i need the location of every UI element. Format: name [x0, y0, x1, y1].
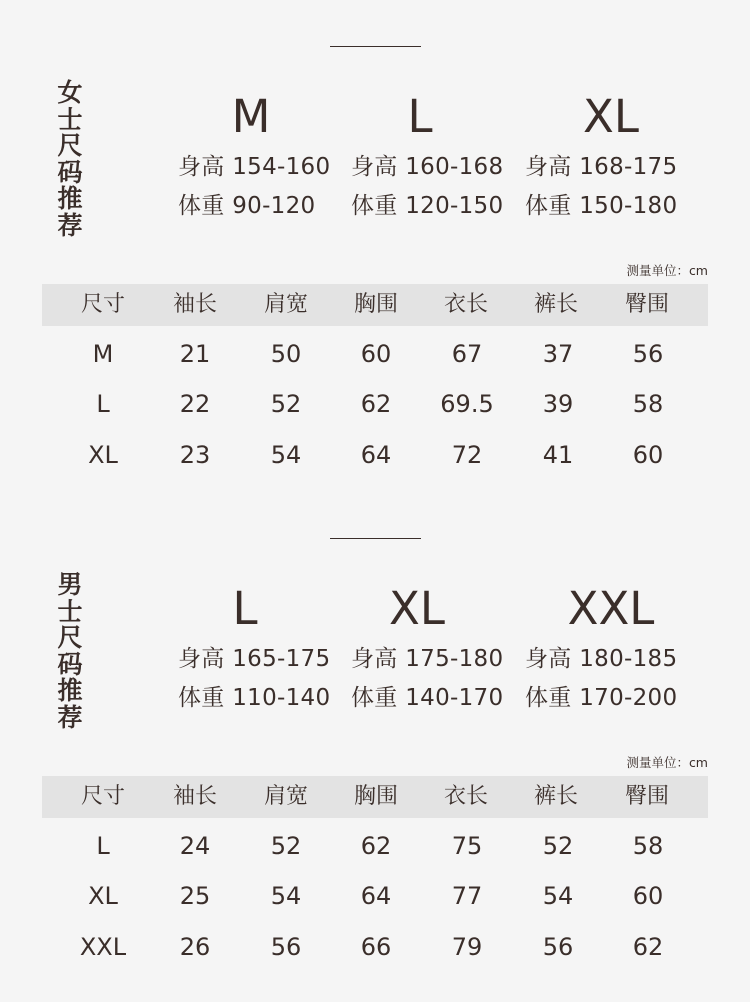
table-cell: 77 [451, 882, 483, 910]
table-cell: 37 [542, 340, 574, 368]
table-cell: 69.5 [440, 390, 494, 418]
table-header [42, 284, 708, 326]
table-cell: 52 [270, 832, 302, 860]
table-cell: 56 [542, 933, 574, 961]
table-cell: 52 [270, 390, 302, 418]
table-row [42, 820, 708, 870]
table-cell: 67 [451, 340, 483, 368]
table-cell: L [96, 832, 110, 860]
section-title: 女士尺码推荐 [57, 78, 83, 240]
size-letter: L [407, 90, 433, 143]
weight-range: 体重 120-150 [351, 193, 504, 219]
table-cell: 25 [179, 882, 211, 910]
table-cell: 54 [270, 441, 302, 469]
table-cell: 60 [632, 441, 664, 469]
table-cell: 62 [360, 832, 392, 860]
table-cell: 52 [542, 832, 574, 860]
size-letter: L [232, 582, 258, 635]
section-title: 男士尺码推荐 [57, 570, 83, 732]
unit-note: 测量单位：cm [626, 263, 708, 278]
header-cell: 袖长 [172, 784, 217, 809]
header-cell: 臀围 [624, 784, 669, 809]
height-range: 身高 165-175 [178, 646, 331, 672]
women-size-section [0, 0, 750, 480]
header-cell: 臀围 [624, 292, 669, 317]
weight-range: 体重 90-120 [178, 193, 316, 219]
table-cell: M [92, 340, 114, 368]
weight-range: 体重 170-200 [525, 685, 678, 711]
header-cell: 尺寸 [80, 784, 125, 809]
header-cell: 衣长 [443, 784, 488, 809]
table-cell: XL [88, 882, 118, 910]
weight-range: 体重 110-140 [178, 685, 331, 711]
table-cell: 66 [360, 933, 392, 961]
table-cell: 60 [360, 340, 392, 368]
table-cell: XL [88, 441, 118, 469]
table-cell: 21 [179, 340, 211, 368]
table-cell: 64 [360, 441, 392, 469]
size-table [42, 776, 708, 976]
table-row [42, 378, 708, 428]
table-cell: 23 [179, 441, 211, 469]
table-cell: XXL [79, 933, 127, 961]
table-cell: 56 [270, 933, 302, 961]
header-cell: 肩宽 [263, 292, 308, 317]
section-divider [330, 46, 421, 47]
section-divider [330, 538, 421, 539]
table-cell: 64 [360, 882, 392, 910]
height-range: 身高 175-180 [351, 646, 504, 672]
table-cell: 62 [632, 933, 664, 961]
table-cell: 58 [632, 832, 664, 860]
table-cell: 54 [542, 882, 574, 910]
table-row [42, 921, 708, 971]
size-letter: XL [583, 90, 639, 143]
table-cell: 22 [179, 390, 211, 418]
header-cell: 衣长 [443, 292, 488, 317]
table-row [42, 429, 708, 479]
table-cell: 72 [451, 441, 483, 469]
table-row [42, 328, 708, 378]
table-cell: 60 [632, 882, 664, 910]
table-cell: 26 [179, 933, 211, 961]
header-cell: 胸围 [353, 784, 398, 809]
table-cell: 75 [451, 832, 483, 860]
table-cell: 41 [542, 441, 574, 469]
height-range: 身高 160-168 [351, 154, 504, 180]
table-row [42, 870, 708, 920]
table-cell: 56 [632, 340, 664, 368]
table-cell: 50 [270, 340, 302, 368]
height-range: 身高 180-185 [525, 646, 678, 672]
size-letter: XXL [567, 582, 655, 635]
size-letter: M [231, 90, 271, 143]
height-range: 身高 154-160 [178, 154, 331, 180]
header-cell: 尺寸 [80, 292, 125, 317]
table-header [42, 776, 708, 818]
table-cell: 54 [270, 882, 302, 910]
table-cell: L [96, 390, 110, 418]
table-cell: 58 [632, 390, 664, 418]
header-cell: 胸围 [353, 292, 398, 317]
height-range: 身高 168-175 [525, 154, 678, 180]
header-cell: 裤长 [533, 292, 578, 317]
header-cell: 肩宽 [263, 784, 308, 809]
men-size-section [0, 492, 750, 972]
header-cell: 袖长 [172, 292, 217, 317]
table-cell: 24 [179, 832, 211, 860]
weight-range: 体重 150-180 [525, 193, 678, 219]
table-cell: 62 [360, 390, 392, 418]
header-cell: 裤长 [533, 784, 578, 809]
table-cell: 39 [542, 390, 574, 418]
table-cell: 79 [451, 933, 483, 961]
weight-range: 体重 140-170 [351, 685, 504, 711]
unit-note: 测量单位：cm [626, 755, 708, 770]
size-table [42, 284, 708, 484]
size-letter: XL [389, 582, 445, 635]
